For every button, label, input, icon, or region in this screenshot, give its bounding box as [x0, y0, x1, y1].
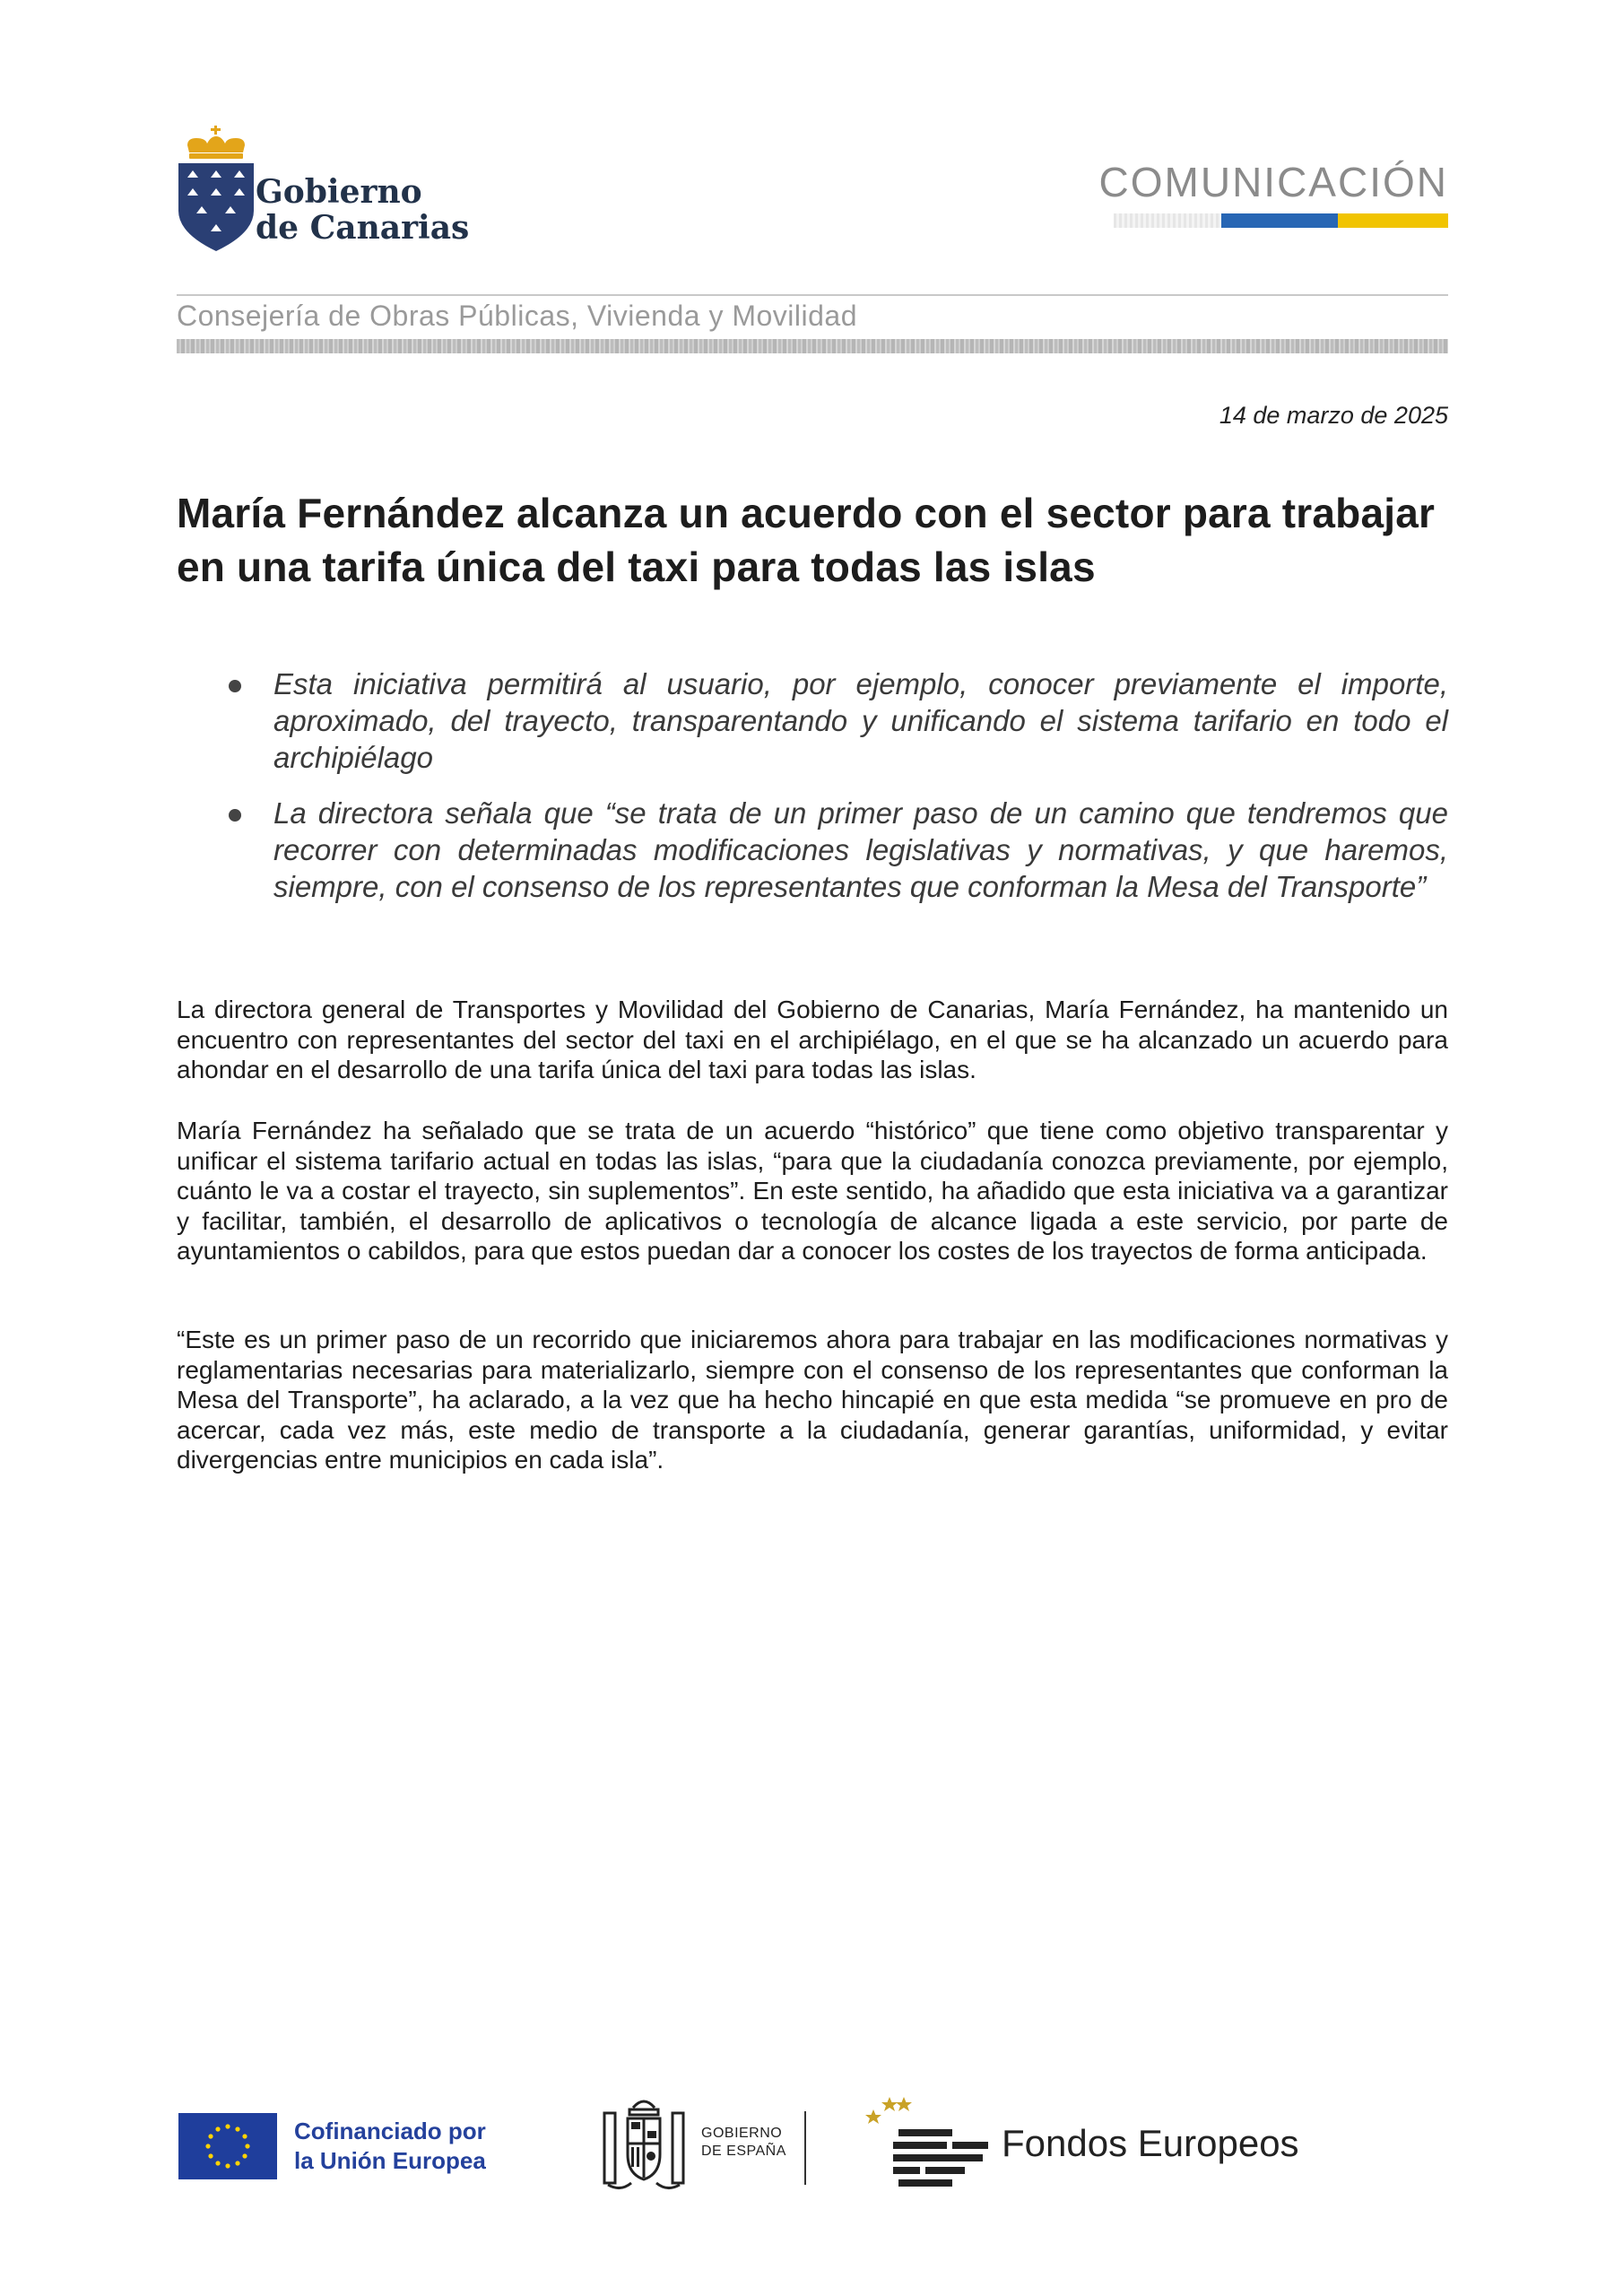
fondos-europeos-icon [863, 2097, 988, 2192]
bullet-item [229, 795, 1448, 905]
crown-icon [187, 126, 245, 159]
eu-line-2: la Unión Europea [294, 2147, 486, 2174]
eu-flag-icon [178, 2113, 277, 2179]
department-bar [177, 339, 1448, 353]
logo-line-2: de Canarias [256, 209, 470, 247]
body-paragraph: “Este es un primer paso de un recorrido que iniciaremos ahora para trabajar en las modificaciones normativas y reglamentarias necesarias para materializarlo, siempre con el consenso de los representantes que conforman la Mesa del Transporte”, ha aclarado, a la vez que ha hecho hincapié en que esta medida “se promueve en pro de acercar, cada vez más, este medio de transporte a la ciudadanía, generar garantías, uniformidad, y evitar divergencias entre municipios en cada isla”. [177, 1326, 1448, 1474]
bullet-text: Esta iniciativa permitirá al usuario, por ejemplo, conocer previamente el importe, aproximado, del trayecto, transparentando y unificando el sistema tarifario en todo el archipiélago [273, 667, 1448, 774]
spain-coat-of-arms-icon [599, 2092, 689, 2192]
headline: María Fernández alcanza un acuerdo con el sector para trabajar en una tarifa única del taxi para todas las islas [177, 490, 1436, 590]
section-label: COMUNICACIÓN [1098, 159, 1448, 205]
date: 14 de marzo de 2025 [1219, 402, 1448, 429]
eu-cofinance-text [294, 2117, 486, 2176]
bullet-text: La directora señala que “se trata de un primer paso de un camino que tendremos que recorrer con determinadas modificaciones legislativas y normativas, y que haremos, siempre, con el consenso de los representantes que conforman la Mesa del Transporte” [273, 796, 1448, 903]
bullet-dot-icon [229, 809, 241, 822]
body-paragraph: María Fernández ha señalado que se trata de un acuerdo “histórico” que tiene como objetivo transparentar y unificar el sistema tarifario actual en todas las islas, “para que la ciudadanía conozca previamente, por ejemplo, cuánto le va a costar el trayecto, sin suplementos”. En este sentido, ha añadido que esta iniciativa va a garantizar y facilitar, también, el desarrollo de aplicativos o tecnología de alcance ligada a este servicio, por parte de ayuntamientos o cabildos, para que estos puedan dar a conocer los costes de los trayectos de forma anticipada. [177, 1117, 1448, 1265]
fondos-europeos-text: Fondos Europeos [1002, 2122, 1299, 2164]
bullet-dot-icon [229, 680, 241, 692]
spain-line-2: DE ESPAÑA [701, 2144, 786, 2159]
logo-wordmark [256, 174, 469, 246]
body-paragraph: La directora general de Transportes y Movilidad del Gobierno de Canarias, María Fernández, ha mantenido un encuentro con representantes del sector del taxi en el archipiélago, en el que se ha alcanzado un acuerdo para ahondar en el desarrollo de una tarifa única del taxi para todas las islas. [177, 996, 1448, 1083]
bullet-item [229, 665, 1448, 776]
logo-line-1: Gobierno [256, 173, 422, 211]
shield-icon [178, 163, 254, 251]
gobierno-espana-text [701, 2125, 786, 2161]
color-bar [1114, 213, 1448, 228]
divider [177, 294, 1448, 296]
department-label: Consejería de Obras Públicas, Vivienda y Movilidad [177, 300, 858, 332]
spain-line-1: GOBIERNO [701, 2126, 783, 2141]
footer-separator [804, 2111, 806, 2185]
eu-line-1: Cofinanciado por [294, 2118, 486, 2144]
